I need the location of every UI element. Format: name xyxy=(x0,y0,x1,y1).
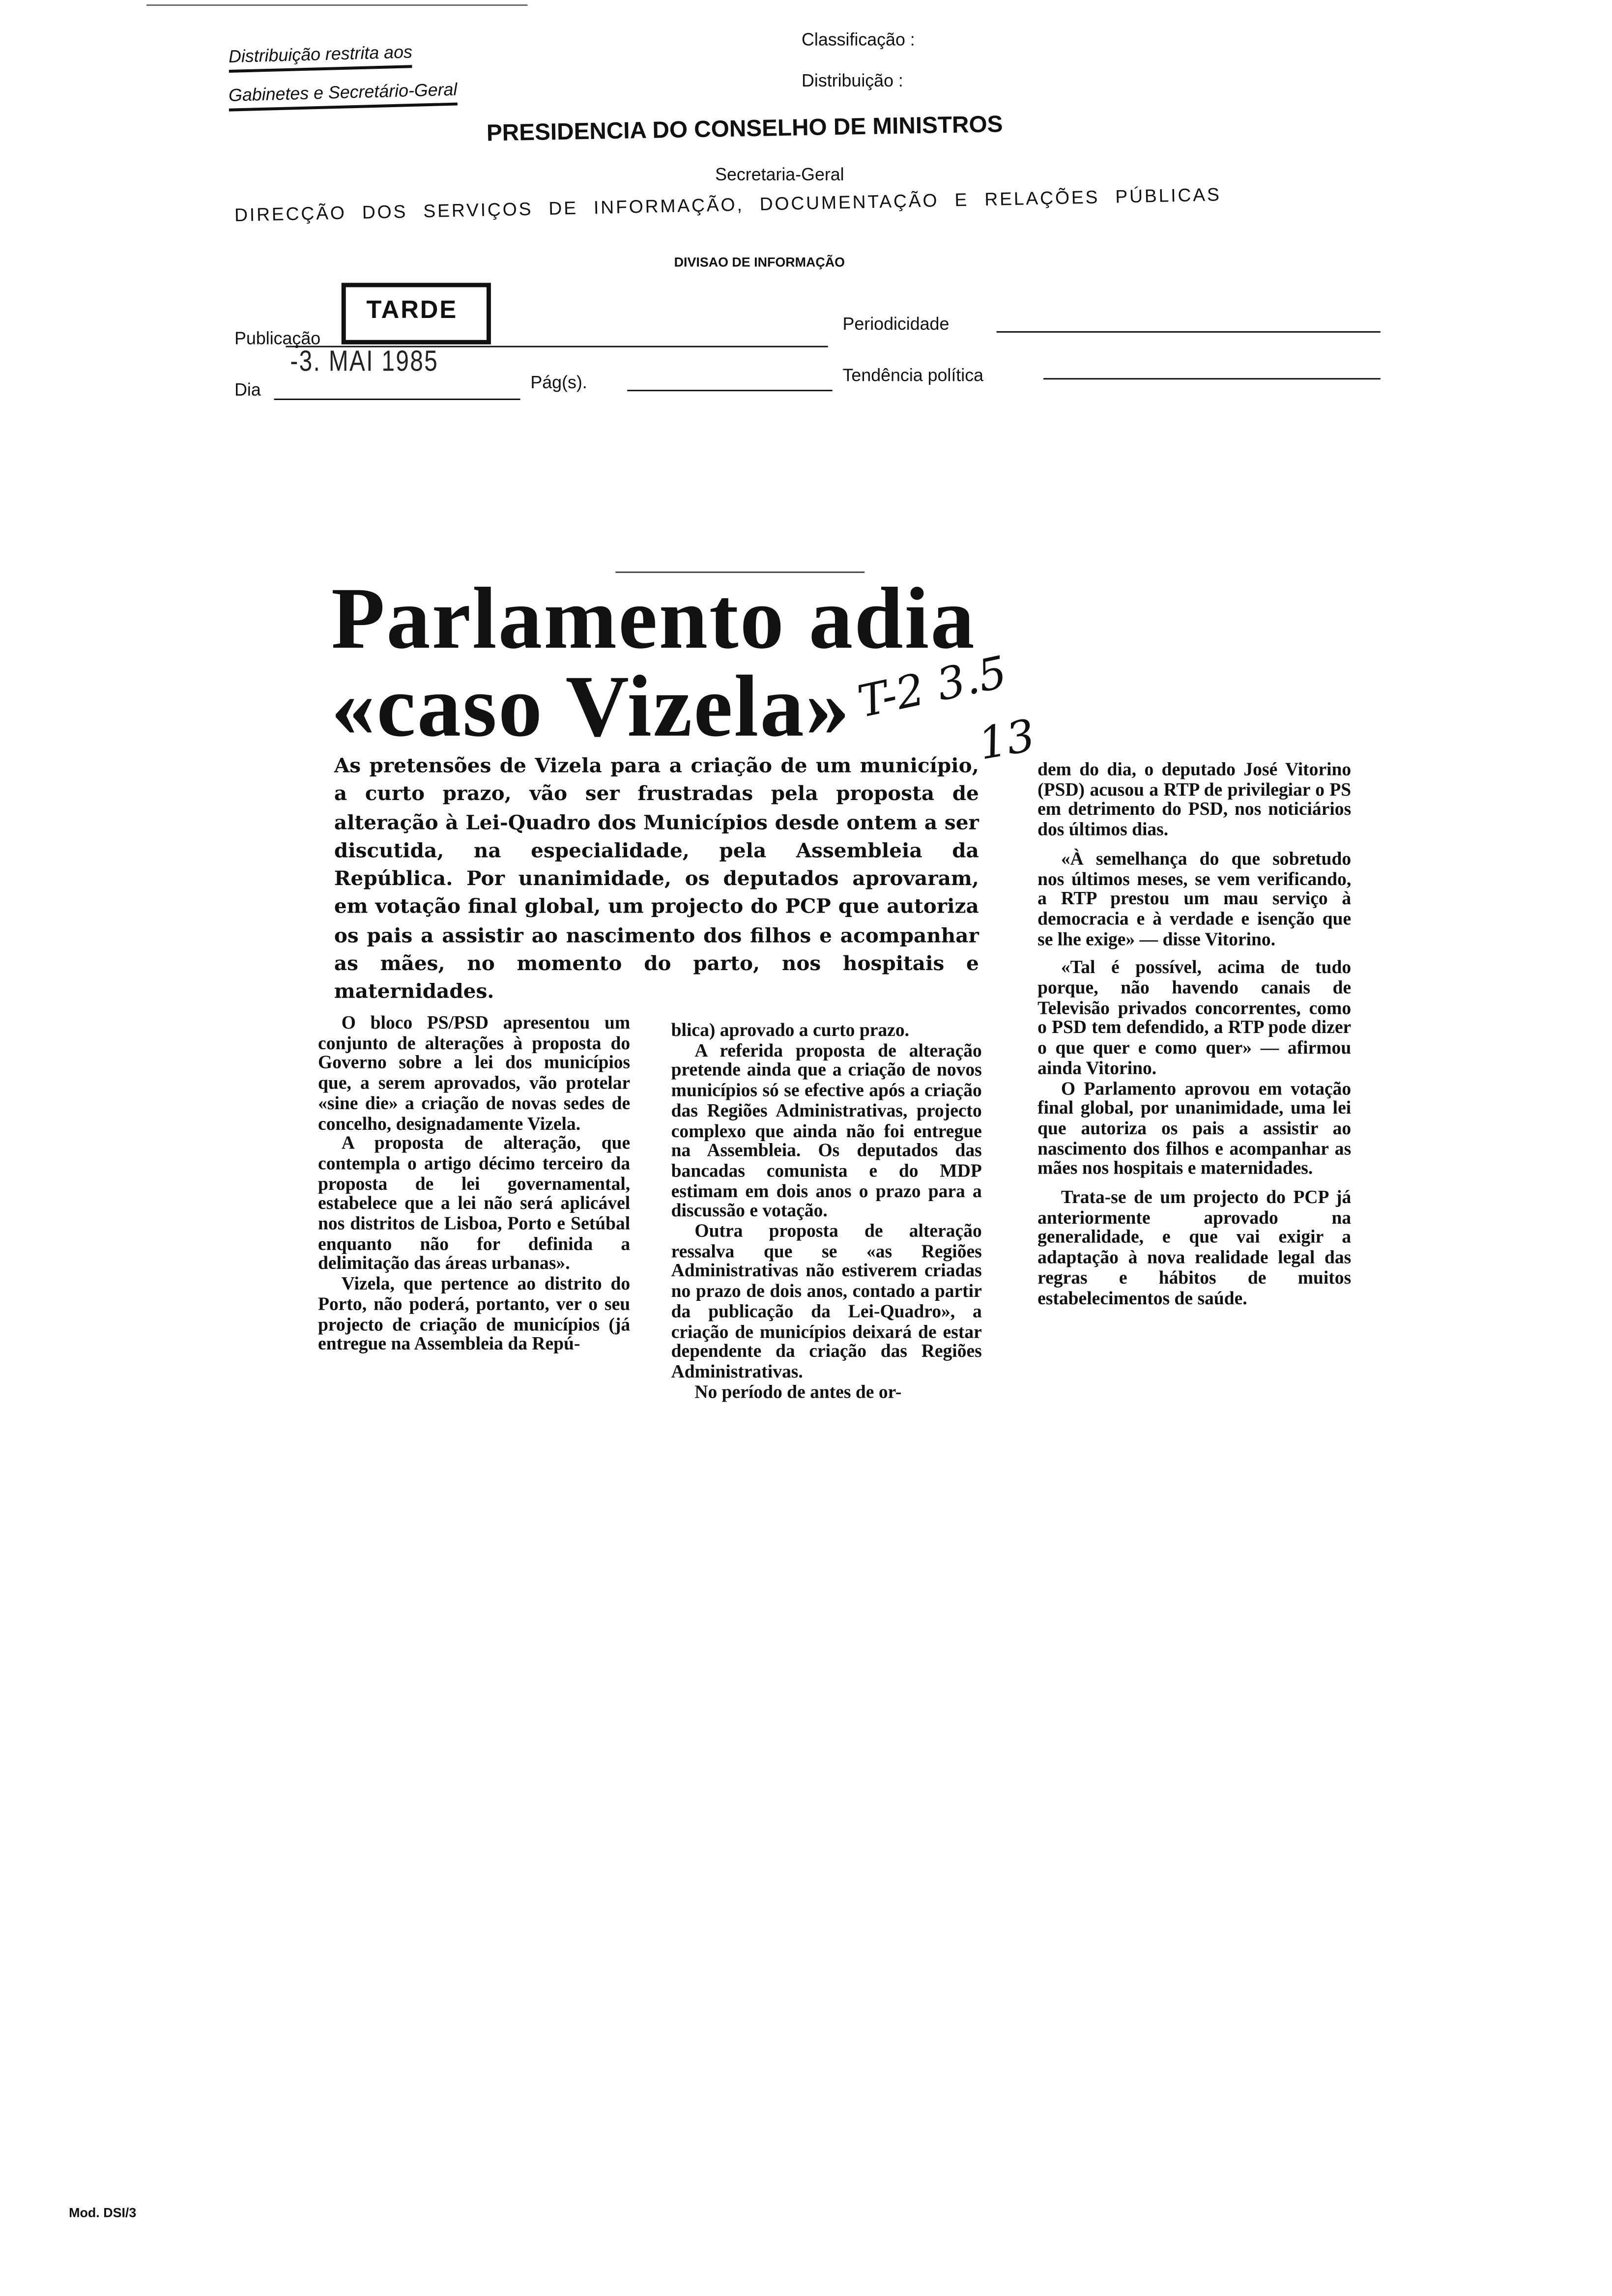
paragraph: A referida proposta de alteração pretende ainda que a criação de novos municípios só se efective após a criação das Regiões Administrativas, projecto complexo que ainda não foi entregue na Assembleia. Os deputados das bancadas comunista e do MDP estimam em dois anos o prazo para a discussão e votação. xyxy=(671,1040,982,1221)
paragraph: Outra proposta de alteração ressalva que se «as Regiões Administrativas não estiverem criadas no prazo de dois anos, contado a partir da publicação da Lei-Quadro», a criação de municípios deixará de estar dependente da criação das Regiões Administrativas. xyxy=(671,1220,982,1382)
restriction-line-1: Distribuição restrita aos xyxy=(229,42,413,73)
pags-label: Pág(s). xyxy=(530,372,587,393)
direction: DIRECÇÃO DOS SERVIÇOS DE INFORMAÇÃO, DOCUMENTAÇÃO E RELAÇÕES PÚBLICAS xyxy=(234,184,1222,226)
periodicidade-label: Periodicidade xyxy=(842,314,950,334)
periodicidade-line xyxy=(997,331,1381,333)
article-lead: As pretensões de Vizela para a criação de um município, a curto prazo, vão ser frustradas pela proposta de alteração à Lei-Quadro dos Municípios desde ontem a ser discutida, na especialidade, pela Assembleia da República. Por unanimidade, os deputados aprovaram, em votação final global, um projecto do PCP que autoriza os pais a assistir ao nascimento dos filhos e acompanhar as mães, no momento do parto, nos hospitais e maternidades. xyxy=(334,754,979,1004)
handwritten-number: 13 xyxy=(975,711,1039,771)
date-stamp: -3. MAI 1985 xyxy=(290,345,439,378)
dia-line xyxy=(274,399,520,400)
article-column-1 xyxy=(318,1014,630,1355)
form-code: Mod. DSI/3 xyxy=(69,2205,137,2220)
dia-label: Dia xyxy=(234,379,261,401)
article-column-2 xyxy=(671,1021,982,1403)
paragraph: No período de antes de or- xyxy=(694,1381,902,1402)
tendencia-label: Tendência política xyxy=(842,365,984,386)
paragraph: «Tal é possível, acima de tudo porque, não havendo canais de Televisão privados concorrentes, como o PSD tem defendido, a RTP pode dizer o que quer e como quer» — afirmou ainda Vitorino. xyxy=(1037,957,1352,1079)
headline-line-1: Parlamento adia xyxy=(331,570,976,667)
paragraph: dem do dia, o deputado José Vitorino (PSD) acusou a RTP de privilegiar o PS em detrimento do PSD, nos noticiários dos últimos dias. xyxy=(1037,759,1352,840)
paragraph: O bloco PS/PSD apresentou um conjunto de alterações à proposta do Governo sobre a lei dos municípios que, a serem aprovados, vão protelar «sine die» a criação de novas sedes de concelho, designadamente Vizela. xyxy=(318,1012,631,1134)
pags-line xyxy=(627,390,832,391)
restriction-line-2: Gabinetes e Secretário-Geral xyxy=(229,79,458,112)
publication-stamp xyxy=(342,283,491,344)
division: DIVISAO DE INFORMAÇÃO xyxy=(674,255,845,270)
paragraph: Trata-se de um projecto do PCP já anteriormente aprovado na generalidade, e que vai exigir a adaptação à nova realidade legal das regras e hábitos de muitos estabelecimentos de saúde. xyxy=(1037,1187,1352,1308)
handwritten-note: T-2 3.5 xyxy=(853,647,1011,729)
article-column-3 xyxy=(1037,761,1351,1309)
paragraph: Vizela, que pertence ao distrito do Porto, não poderá, portanto, ver o seu projecto de criação de municípios (já entregue na Assembleia da Repú- xyxy=(318,1273,631,1354)
org-title: PRESIDENCIA DO CONSELHO DE MINISTROS xyxy=(486,113,1003,147)
paragraph: A proposta de alteração, que contempla o artigo décimo terceiro da proposta de lei governamental, estabelece que a lei não será aplicável nos distritos de Lisboa, Porto e Setúbal enquanto não for definida a delimitação das áreas urbanas». xyxy=(318,1133,631,1274)
publicacao-label: Publicação xyxy=(234,328,321,349)
headline-line-2: «caso Vizela» xyxy=(331,658,851,755)
sub-org: Secretaria-Geral xyxy=(715,164,844,185)
classificacao-label: Classificação : xyxy=(802,29,915,50)
publication-stamp-text: TARDE xyxy=(366,296,458,324)
top-rule xyxy=(146,4,527,6)
paragraph: «À semelhança do que sobretudo nos últimos meses, se vem verificando, a RTP prestou um mau serviço à democracia e à verdade e isenção que se lhe exige» — disse Vitorino. xyxy=(1037,848,1352,949)
paragraph: blica) aprovado a curto prazo. xyxy=(671,1020,910,1041)
paragraph: O Parlamento aprovou em votação final global, por unanimidade, uma lei que autoriza os pais a assistir ao nascimento dos filhos e acompanhar as mães nos hospitais e maternidades. xyxy=(1037,1078,1352,1179)
distribuicao-label: Distribuição : xyxy=(802,70,903,91)
tendencia-line xyxy=(1043,378,1381,379)
